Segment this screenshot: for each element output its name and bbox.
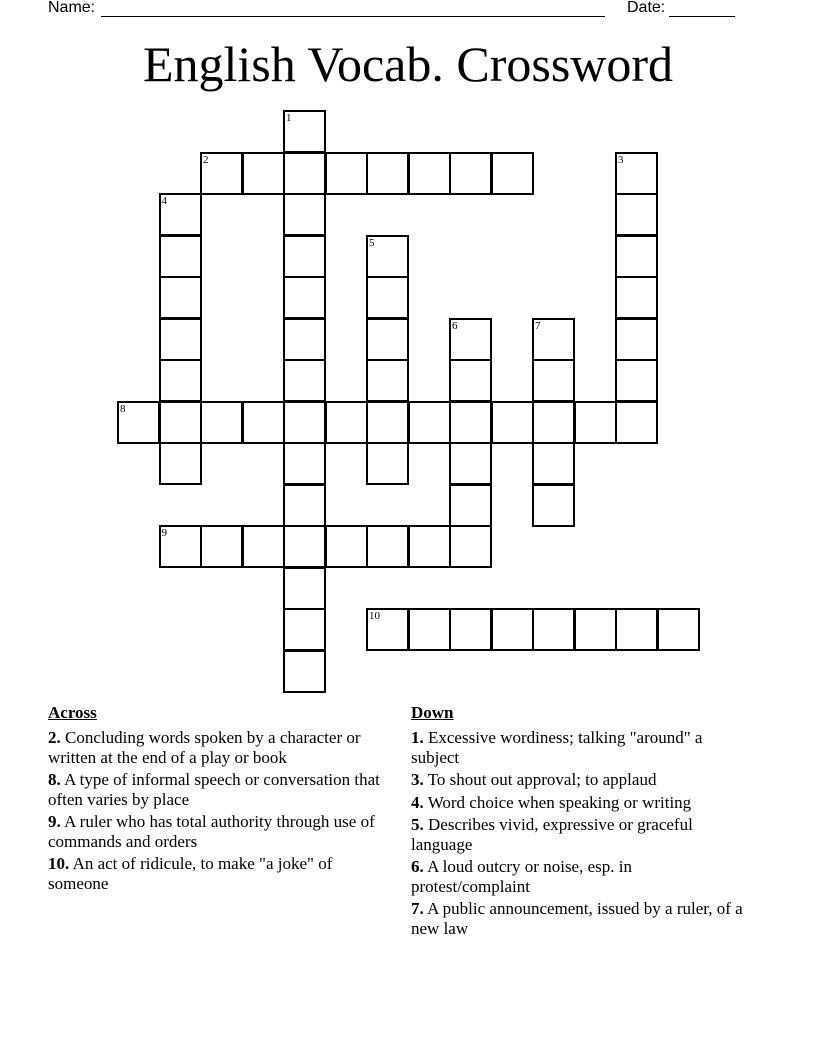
clue-number: 6.: [411, 857, 424, 876]
grid-cell[interactable]: [283, 442, 326, 485]
grid-cell[interactable]: [615, 359, 658, 402]
grid-cell[interactable]: [615, 152, 658, 195]
grid-cell[interactable]: [283, 484, 326, 527]
grid-cell[interactable]: [242, 152, 285, 195]
clue-text: Excessive wordiness; talking "around" a subject: [411, 728, 703, 767]
across-clues: [48, 703, 388, 896]
grid-cell[interactable]: [615, 235, 658, 278]
clue-text: A loud outcry or noise, esp. in protest/complaint: [411, 857, 632, 896]
grid-cell[interactable]: [325, 152, 368, 195]
grid-cell[interactable]: [366, 359, 409, 402]
cell-number: 2: [203, 153, 209, 166]
grid-cell[interactable]: [615, 193, 658, 236]
clue-across-8: [48, 770, 388, 809]
grid-cell[interactable]: [283, 193, 326, 236]
cell-number: 4: [161, 195, 167, 207]
down-clues: [411, 703, 751, 941]
grid-cell[interactable]: [159, 442, 202, 485]
grid-cell[interactable]: [200, 152, 243, 195]
cell-number: 5: [369, 236, 375, 249]
clue-down-5: [411, 815, 751, 854]
cell-number: 3: [618, 153, 624, 166]
grid-cell[interactable]: [159, 525, 202, 568]
clue-number: 7.: [411, 899, 424, 918]
grid-cell[interactable]: [159, 235, 202, 278]
grid-cell[interactable]: [159, 359, 202, 402]
clue-text: A ruler who has total authority through use of commands and orders: [48, 812, 375, 851]
grid-cell[interactable]: [366, 401, 409, 444]
page-title: English Vocab. Crossword: [142, 36, 674, 92]
cell-number: 8: [120, 402, 126, 415]
grid-cell[interactable]: [532, 401, 575, 444]
clue-down-4: [411, 793, 751, 813]
clue-number: 8.: [48, 770, 61, 789]
grid-cell[interactable]: [366, 152, 409, 195]
grid-cell[interactable]: [449, 525, 492, 568]
grid-cell[interactable]: [159, 401, 202, 444]
grid-cell[interactable]: [615, 608, 658, 651]
grid-cell[interactable]: [283, 401, 326, 444]
grid-cell[interactable]: [366, 276, 409, 319]
grid-cell[interactable]: [242, 525, 285, 568]
clue-number: 1.: [411, 728, 424, 747]
grid-cell[interactable]: [159, 276, 202, 319]
grid-cell[interactable]: [366, 525, 409, 568]
grid-cell[interactable]: [283, 608, 326, 651]
clue-down-6: [411, 857, 751, 896]
grid-cell[interactable]: [408, 608, 451, 651]
grid-cell[interactable]: [408, 152, 451, 195]
grid-cell[interactable]: [574, 401, 617, 444]
grid-cell[interactable]: [200, 401, 243, 444]
grid-cell[interactable]: [449, 359, 492, 402]
grid-cell[interactable]: [283, 525, 326, 568]
grid-cell[interactable]: [532, 318, 575, 361]
grid-cell[interactable]: [366, 442, 409, 485]
across-heading: Across: [48, 703, 97, 722]
clue-across-10: [48, 854, 388, 893]
clue-down-1: [411, 728, 751, 767]
date-label: Date:: [627, 0, 666, 16]
grid-cell[interactable]: [615, 318, 658, 361]
grid-cell[interactable]: [491, 401, 534, 444]
clue-text: Word choice when speaking or writing: [427, 792, 692, 812]
grid-cell[interactable]: [449, 608, 492, 651]
grid-cell[interactable]: [449, 152, 492, 195]
grid-cell[interactable]: [283, 359, 326, 402]
clue-down-7: [411, 899, 751, 938]
name-label: Name:: [48, 0, 96, 16]
grid-cell[interactable]: [615, 401, 658, 444]
grid-cell[interactable]: [532, 359, 575, 402]
grid-cell[interactable]: [242, 401, 285, 444]
grid-cell[interactable]: [657, 608, 700, 651]
grid-cell[interactable]: [449, 442, 492, 485]
grid-cell[interactable]: [159, 193, 202, 236]
clue-text: A type of informal speech or conversation that often varies by place: [48, 770, 380, 809]
grid-cell[interactable]: [366, 235, 409, 278]
clue-text: A public announcement, issued by a ruler, of a new law: [411, 899, 743, 938]
grid-cell[interactable]: [283, 235, 326, 278]
down-heading: Down: [411, 703, 454, 722]
grid-cell[interactable]: [366, 608, 409, 651]
grid-cell[interactable]: [491, 152, 534, 195]
clue-number: 5.: [411, 815, 424, 834]
grid-cell[interactable]: [283, 110, 326, 153]
clue-number: 4.: [411, 792, 424, 812]
grid-cell[interactable]: [117, 401, 160, 444]
clue-number: 2.: [48, 728, 61, 747]
grid-cell[interactable]: [532, 442, 575, 485]
clue-text: Describes vivid, expressive or graceful language: [411, 815, 693, 854]
clue-down-3: [411, 770, 751, 790]
clue-text: Concluding words spoken by a character or written at the end of a play or book: [48, 728, 361, 767]
grid-cell[interactable]: [366, 318, 409, 361]
cell-number: 9: [161, 527, 167, 539]
grid-cell[interactable]: [532, 484, 575, 527]
grid-cell[interactable]: [325, 525, 368, 568]
grid-cell[interactable]: [200, 525, 243, 568]
grid-cell[interactable]: [283, 152, 326, 195]
grid-cell[interactable]: [532, 608, 575, 651]
cell-number: 10: [369, 610, 380, 622]
grid-cell[interactable]: [283, 276, 326, 319]
grid-cell[interactable]: [449, 401, 492, 444]
grid-cell[interactable]: [574, 608, 617, 651]
grid-cell[interactable]: [325, 401, 368, 444]
grid-cell[interactable]: [283, 318, 326, 361]
cell-number: 7: [535, 319, 541, 332]
grid-cell[interactable]: [615, 276, 658, 319]
clue-number: 9.: [48, 812, 61, 831]
grid-cell[interactable]: [491, 608, 534, 651]
grid-cell[interactable]: [449, 484, 492, 527]
clue-text: An act of ridicule, to make "a joke" of someone: [48, 854, 333, 893]
grid-cell[interactable]: [408, 525, 451, 568]
grid-cell[interactable]: [449, 318, 492, 361]
clue-text: To shout out approval; to applaud: [427, 770, 657, 789]
cell-number: 1: [286, 112, 292, 124]
clue-across-2: [48, 728, 388, 767]
cell-number: 6: [452, 319, 458, 332]
grid-cell[interactable]: [283, 567, 326, 610]
grid-cell[interactable]: [159, 318, 202, 361]
grid-cell[interactable]: [408, 401, 451, 444]
clue-across-9: [48, 812, 388, 851]
clue-number: 3.: [411, 770, 424, 789]
grid-cell[interactable]: [283, 650, 326, 693]
clue-number: 10.: [48, 854, 70, 873]
